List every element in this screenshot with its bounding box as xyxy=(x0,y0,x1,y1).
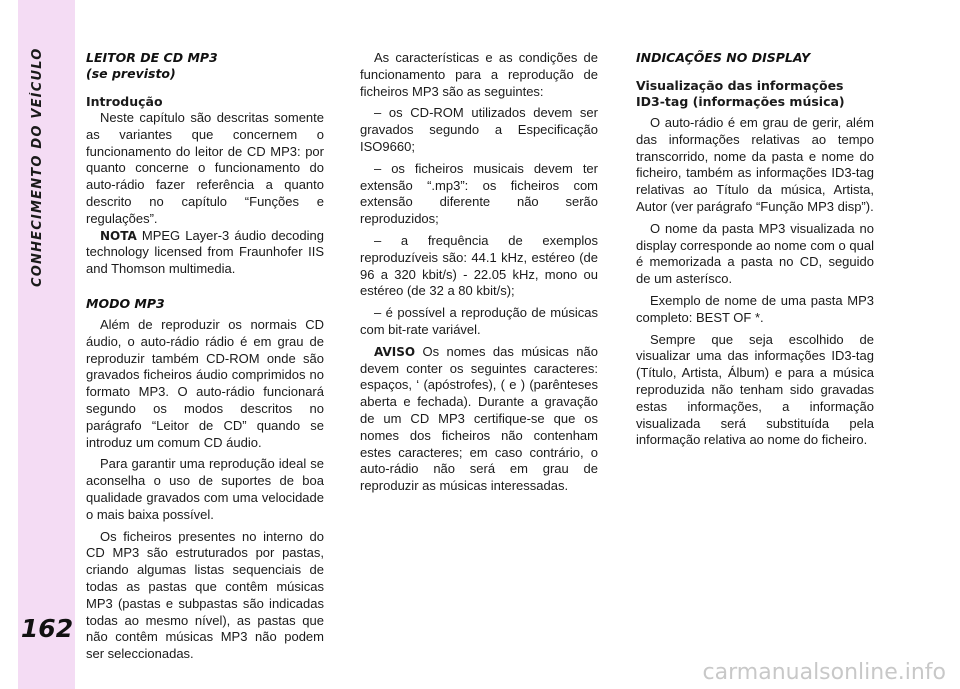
cd-mp3-heading-note: (se previsto) xyxy=(86,66,176,81)
display-heading: INDICAÇÕES NO DISPLAY xyxy=(636,50,811,65)
column-right xyxy=(636,50,874,449)
feature-item-sample-rate: – a frequência de exemplos reproduzíveis são: 44.1 kHz, estéreo (de 96 a 320 kbit/s) - 22.05 kHz, mono ou estéreo (de 32 a 80 kbit/s); xyxy=(360,232,598,299)
feature-item-extension: – os ficheiros musicais devem ter extensão “.mp3”: os ficheiros com extensão diferente não serão reproduzidos; xyxy=(360,160,598,227)
id3-subheading-line2: ID3-tag (informações música) xyxy=(636,94,845,109)
nota-label: NOTA xyxy=(100,228,137,243)
watermark: carmanualsonline.info xyxy=(702,660,946,685)
intro-heading: Introdução xyxy=(86,94,163,109)
id3-paragraph-4: Sempre que seja escolhido de visualizar uma das informações ID3-tag (Título, Artista, Álbum) e para a música reproduzida não tenham sido gravadas estas informações, a informação visualizada será substituída pela informação relativa ao nome do ficheiro. xyxy=(636,331,874,448)
aviso-paragraph xyxy=(360,344,598,495)
feature-item-variable-bitrate: – é possível a reprodução de músicas com bit-rate variável. xyxy=(360,305,598,337)
id3-paragraph-3: Exemplo de nome de uma pasta MP3 completo: BEST OF *. xyxy=(636,292,874,325)
aviso-label: AVISO xyxy=(374,344,416,359)
feature-item-iso9660: – os CD-ROM utilizados devem ser gravados segundo a Especificação ISO9660; xyxy=(360,105,598,154)
aviso-text: Os nomes das músicas não devem conter os seguintes caracteres: espaços, ‘ (apóstrofes), ( e ) (parênteses aberta e fechada). Durante a gravação de um CD MP3 certifique-se que os nomes dos ficheiros não contenham estes caracteres; em caso contrário, o auto-rádio não será em grau de reproduzir as músicas interessadas. xyxy=(360,343,598,494)
cd-mp3-heading: LEITOR DE CD MP3 xyxy=(86,50,218,65)
mp3-mode-paragraph-3: Os ficheiros presentes no interno do CD MP3 são estruturados por pastas, criando algumas listas sequenciais de todas as pastas que contêm músicas MP3 (pastas e subpastas são indicadas todas ao mesmo nível), as pastas que não contêm músicas MP3 não podem ser seleccionadas. xyxy=(86,528,324,662)
id3-subheading-line1: Visualização das informações xyxy=(636,78,844,93)
mp3-mode-paragraph-2: Para garantir uma reprodução ideal se aconselha o uso de suportes de boa qualidade gravados com uma velocidade o mais baixa possível. xyxy=(86,456,324,522)
mp3-mode-heading: MODO MP3 xyxy=(86,295,165,311)
section-title: CONHECIMENTO DO VEÍCULO xyxy=(30,48,45,288)
features-intro: As características e as condições de funcionamento para a reprodução de ficheiros MP3 são as seguintes: xyxy=(360,50,598,99)
column-middle xyxy=(360,50,598,495)
column-left xyxy=(86,50,324,663)
nota-text: MPEG Layer-3 áudio decoding technology licensed from Fraunhofer IIS and Thomson multimedia. xyxy=(86,227,324,277)
nota-paragraph xyxy=(86,228,324,278)
mp3-mode-paragraph-1: Além de reproduzir os normais CD áudio, o auto-rádio rádio é em grau de reproduzir também CD-ROM onde são gravados ficheiros áudio comprimidos no formato MP3. O auto-rádio funcionará segundo os modos descritos no parágrafo “Leitor de CD” quando se introduz um comum CD áudio. xyxy=(86,316,324,450)
intro-text: Neste capítulo são descritas somente as variantes que concernem o funcionamento do leitor de CD MP3: por quanto concerne o funcionamento do auto-rádio fazer referência a quanto descrito no capítulo “Funções e regulações”. xyxy=(86,110,324,226)
id3-paragraph-2: O nome da pasta MP3 visualizada no display corresponde ao nome com o qual é memorizada a pasta no CD, seguido de um asterísco. xyxy=(636,220,874,287)
id3-paragraph-1: O auto-rádio é em grau de gerir, além das informações relativas ao tempo transcorrido, nome da pasta e nome do ficheiro, também as informações ID3-tag relativas ao Título da música, Artista, Autor (ver parágrafo “Função MP3 disp”). xyxy=(636,115,874,214)
page-number: 162 xyxy=(20,614,74,643)
